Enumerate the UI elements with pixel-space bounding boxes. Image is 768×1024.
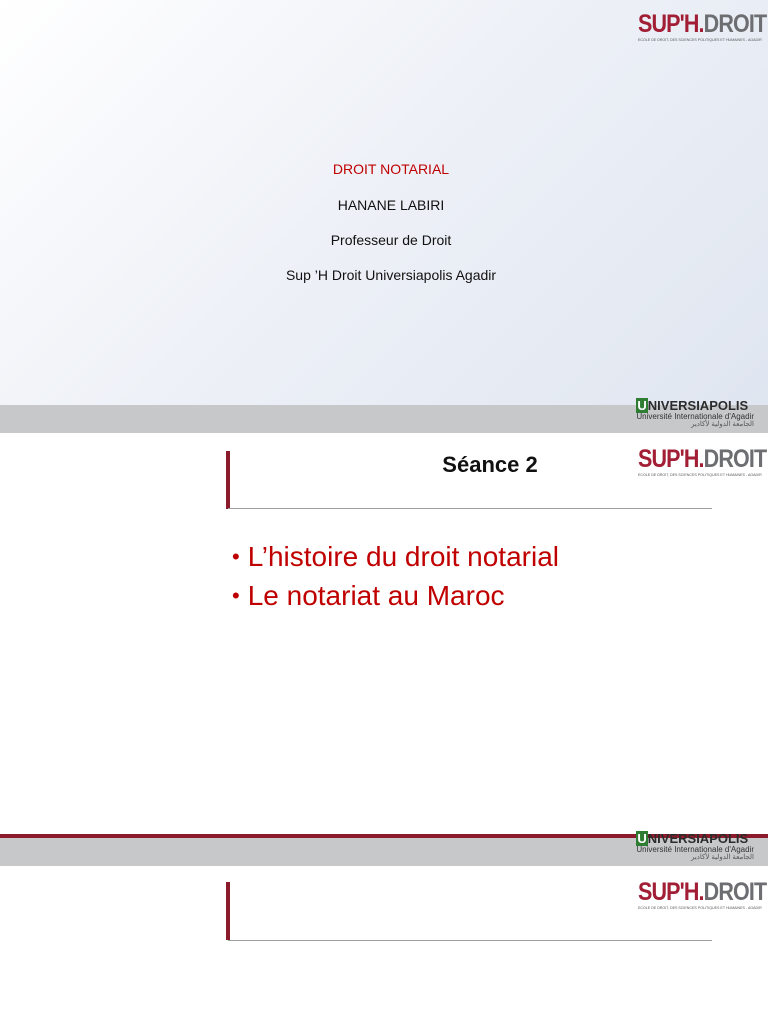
list-item: • L’histoire du droit notarial: [232, 541, 559, 572]
suph-droit-logo: SUP'H.DROIT ECOLE DE DROIT, DES SCIENCES POLITIQUES ET HUMAINES - AGADIR: [638, 10, 767, 42]
title-divider: [228, 508, 712, 509]
course-title: DROIT NOTARIAL: [332, 161, 450, 177]
content-slide: [0, 433, 768, 866]
author-role: Professeur de Droit: [330, 232, 452, 248]
universiapolis-logo: UNIVERSIAPOLIS Université Internationale d'Agadir الجامعة الدولية لأكادير: [636, 398, 754, 428]
list-item: • Le notariat au Maroc: [232, 580, 505, 611]
title-slide: [0, 0, 768, 433]
author-name: HANANE LABIRI: [337, 197, 445, 213]
slide-title: Séance 2: [442, 452, 538, 477]
blank-content-slide: [0, 866, 768, 1024]
suph-droit-logo: SUP'H.DROIT ECOLE DE DROIT, DES SCIENCES POLITIQUES ET HUMAINES - AGADIR: [638, 878, 767, 910]
title-divider: [228, 940, 712, 941]
suph-droit-logo: SUP'H.DROIT ECOLE DE DROIT, DES SCIENCES POLITIQUES ET HUMAINES - AGADIR: [638, 445, 767, 477]
institution-name: Sup ’H Droit Universiapolis Agadir: [285, 267, 497, 283]
universiapolis-logo: UNIVERSIAPOLIS Université Internationale d'Agadir الجامعة الدولية لأكادير: [636, 831, 754, 861]
title-accent-bar: [226, 882, 230, 940]
bullet-list: [232, 537, 559, 615]
